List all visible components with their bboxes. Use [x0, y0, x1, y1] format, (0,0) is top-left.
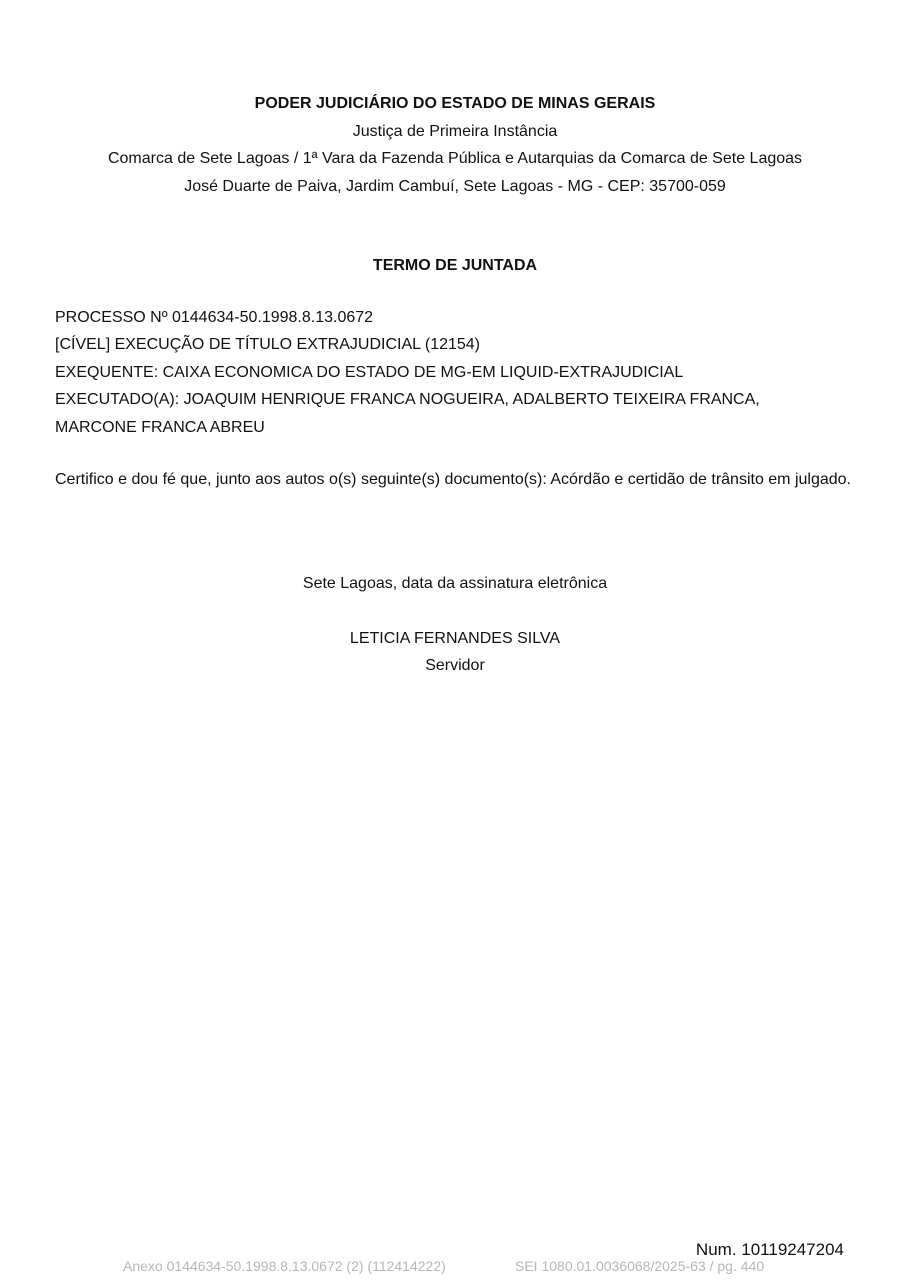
court-heading: PODER JUDICIÁRIO DO ESTADO DE MINAS GERAIS: [254, 95, 656, 112]
case-class: [CÍVEL] EXECUÇÃO DE TÍTULO EXTRAJUDICIAL (12154): [55, 336, 481, 353]
executado-line-1: EXECUTADO(A): JOAQUIM HENRIQUE FRANCA NOGUEIRA, ADALBERTO TEIXEIRA FRANCA,: [55, 391, 760, 408]
executado-line-2: MARCONE FRANCA ABREU: [55, 419, 265, 436]
place-date: Sete Lagoas, data da assinatura eletrônica: [302, 575, 608, 592]
annex-stamp: Anexo 0144634-50.1998.8.13.0672 (2) (112414222): [123, 1258, 446, 1274]
sei-page-stamp: SEI 1080.01.0036068/2025-63 / pg. 440: [515, 1258, 765, 1274]
signer-name: LETICIA FERNANDES SILVA: [349, 630, 561, 647]
address-line: José Duarte de Paiva, Jardim Cambuí, Sete Lagoas - MG - CEP: 35700-059: [184, 178, 726, 195]
exequente-line: EXEQUENTE: CAIXA ECONOMICA DO ESTADO DE MG-EM LIQUID-EXTRAJUDICIAL: [55, 364, 684, 381]
process-number: PROCESSO Nº 0144634-50.1998.8.13.0672: [55, 309, 374, 326]
certification-text: Certifico e dou fé que, junto aos autos o(s) seguinte(s) documento(s): Acórdão e certidão de trânsito em julgado.: [55, 471, 851, 488]
comarca-line: Comarca de Sete Lagoas / 1ª Vara da Fazenda Pública e Autarquias da Comarca de Sete Lagoas: [107, 150, 803, 167]
instance-line: Justiça de Primeira Instância: [352, 123, 558, 140]
signer-role: Servidor: [425, 657, 485, 674]
document-number: Num. 10119247204: [695, 1240, 844, 1259]
document-title: TERMO DE JUNTADA: [372, 257, 538, 274]
